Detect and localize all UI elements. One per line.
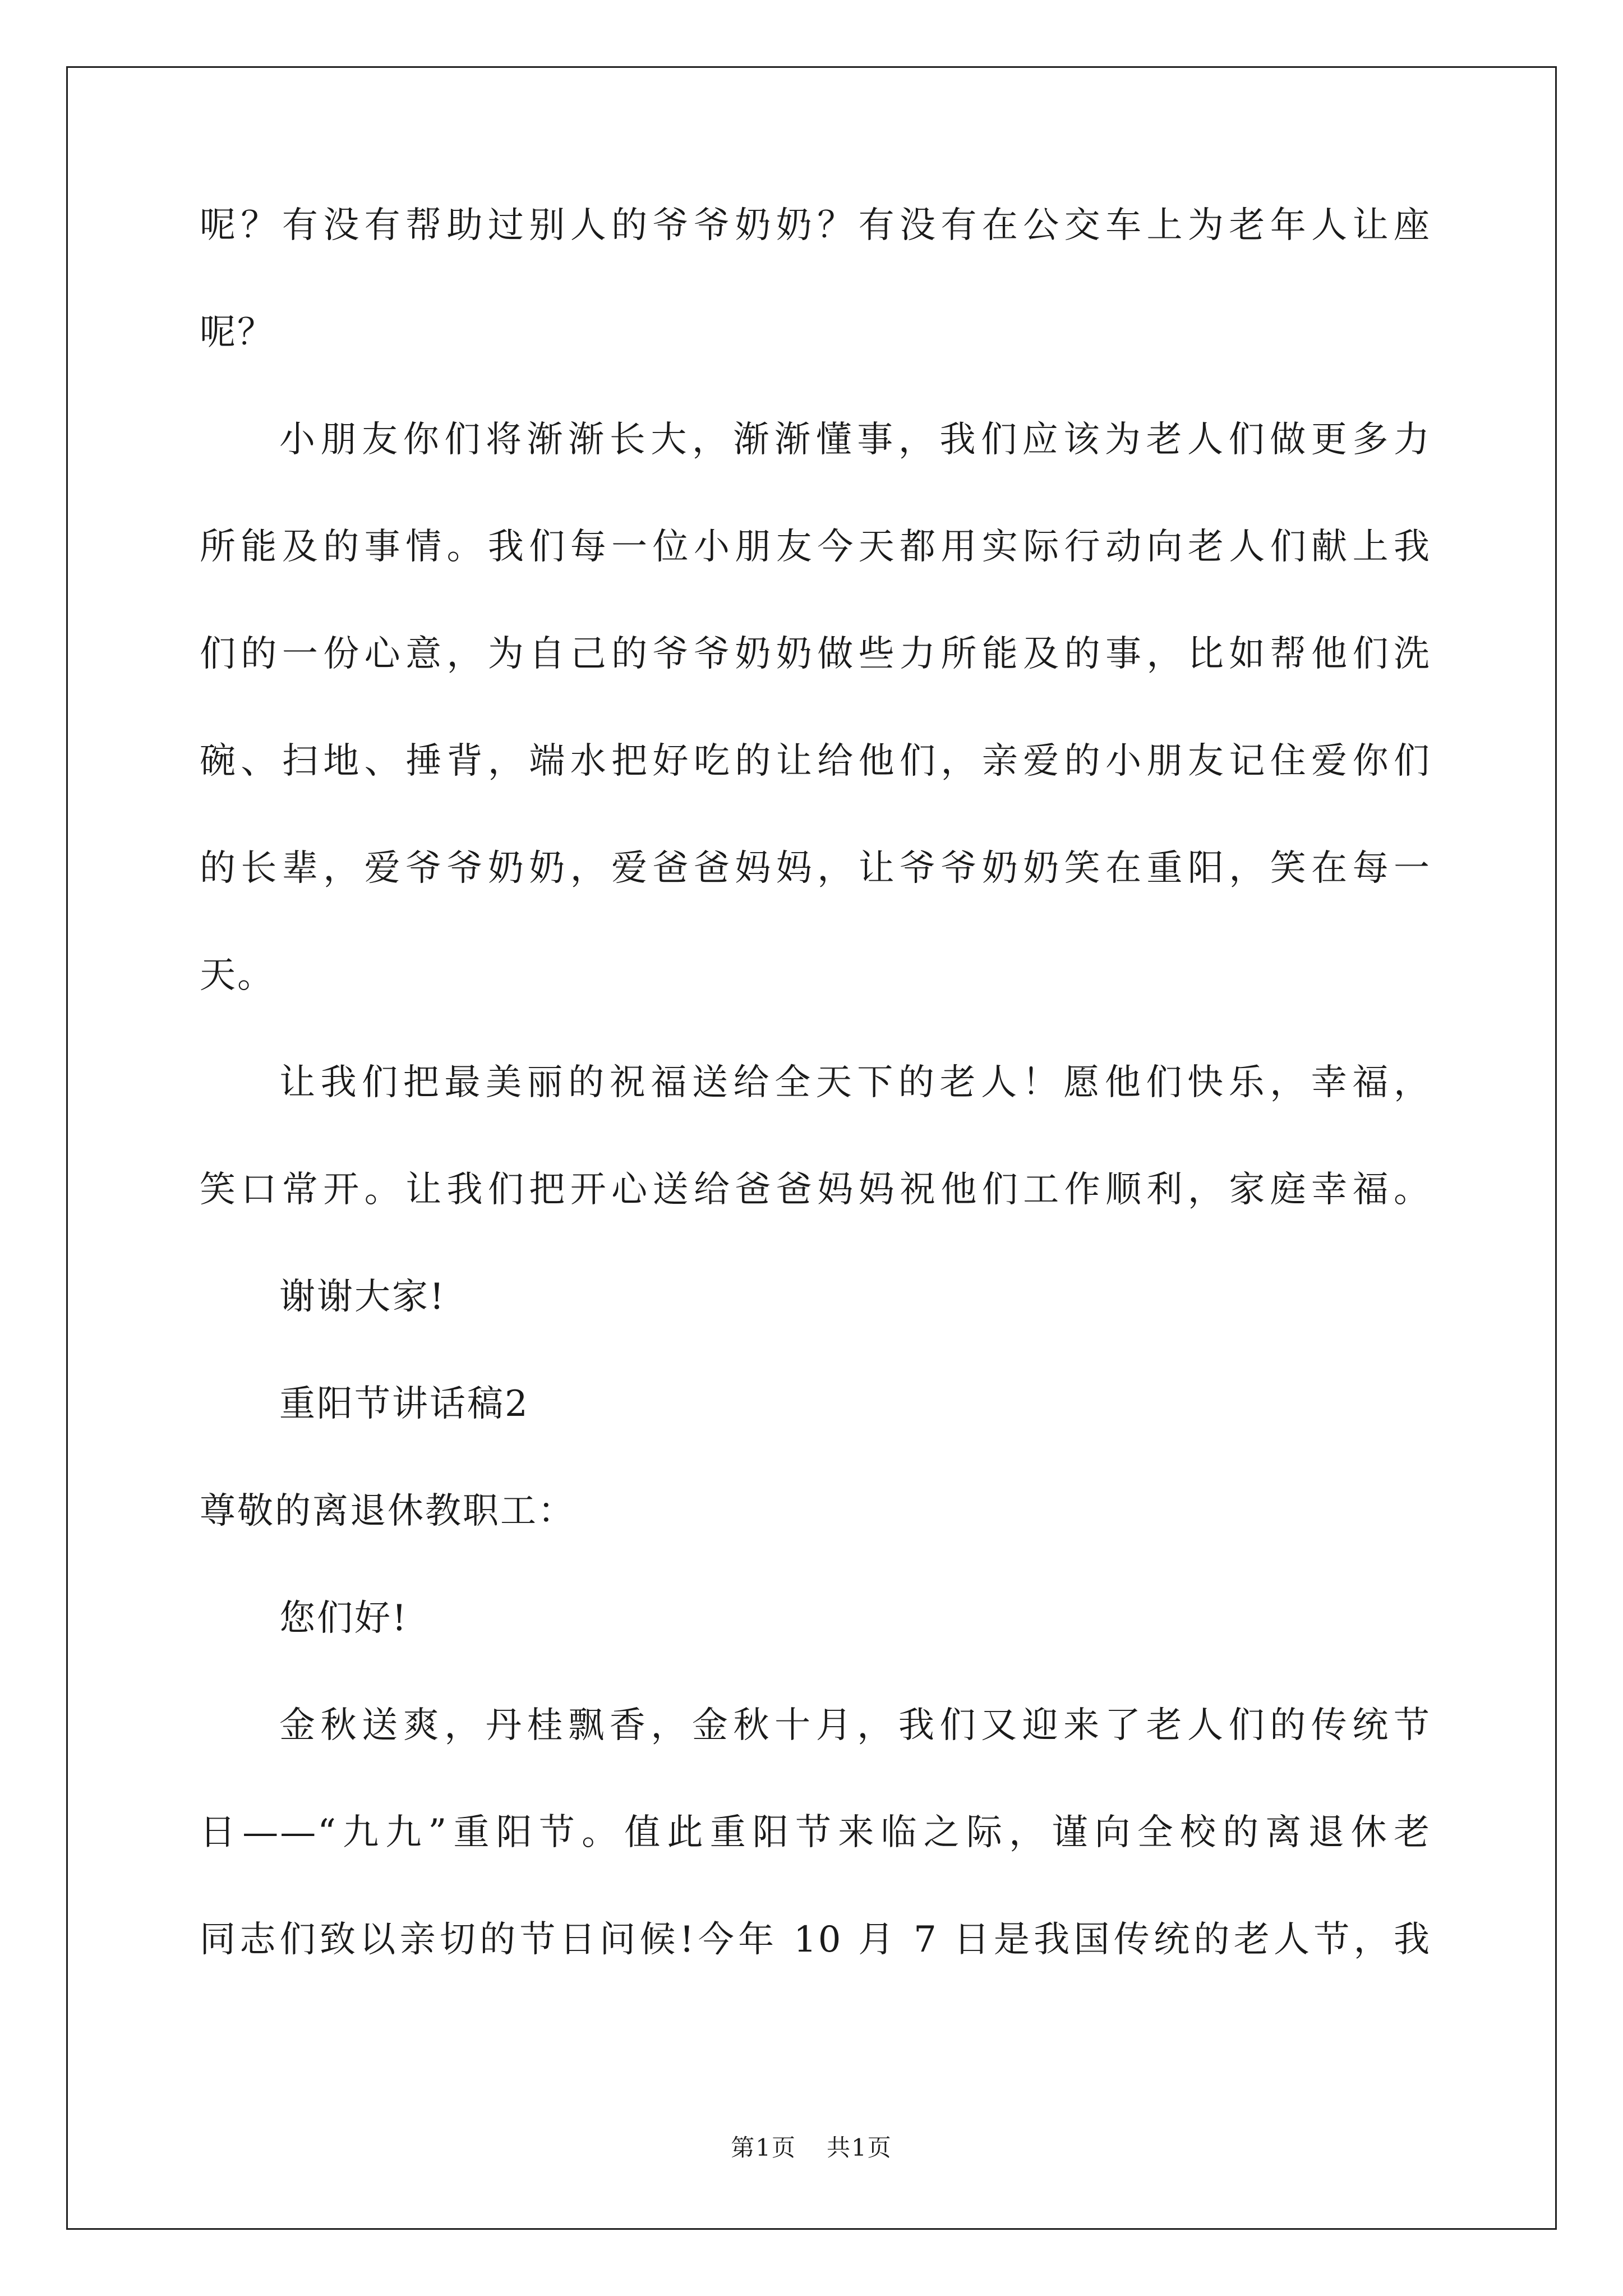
page-total: 共1页 <box>827 2134 892 2161</box>
text-line: 同志们致以亲切的节日问候!今年 10 月 7 日是我国传统的老人节，我 <box>200 1919 1431 1961</box>
text-line: 呢？ <box>200 312 275 353</box>
page-footer <box>0 2136 1623 2160</box>
document-body <box>200 205 1431 2029</box>
text-line: 日——“九九”重阳节。值此重阳节来临之际，谨向全校的离退休老 <box>200 1812 1431 1853</box>
page-number: 第1页 <box>731 2134 796 2161</box>
text-line: 的长辈，爱爷爷奶奶，爱爸爸妈妈，让爷爷奶奶笑在重阳，笑在每一 <box>200 848 1431 889</box>
paragraph-first-line: 金秋送爽，丹桂飘香，金秋十月，我们又迎来了老人们的传统节 <box>279 1705 1431 1746</box>
section-heading: 重阳节讲话稿2 <box>279 1383 529 1425</box>
text-line: 所能及的事情。我们每一位小朋友今天都用实际行动向老人们献上我 <box>200 526 1431 568</box>
paragraph-first-line: 小朋友你们将渐渐长大，渐渐懂事，我们应该为老人们做更多力 <box>279 419 1431 461</box>
salutation: 尊敬的离退休教职工： <box>200 1490 575 1532</box>
text-line: 呢？有没有帮助过别人的爷爷奶奶？有没有在公交车上为老年人让座 <box>200 205 1431 246</box>
greeting: 您们好! <box>279 1598 408 1639</box>
paragraph-first-line: 让我们把最美丽的祝福送给全天下的老人！愿他们快乐，幸福， <box>279 1062 1431 1103</box>
text-line: 们的一份心意，为自己的爷爷奶奶做些力所能及的事，比如帮他们洗 <box>200 633 1431 675</box>
text-line: 笑口常开。让我们把开心送给爸爸妈妈祝他们工作顺利，家庭幸福。 <box>200 1169 1431 1211</box>
text-line: 碗、扫地、捶背，端水把好吃的让给他们，亲爱的小朋友记住爱你们 <box>200 740 1431 782</box>
text-line: 天。 <box>200 955 275 996</box>
thanks-line: 谢谢大家! <box>279 1276 446 1318</box>
